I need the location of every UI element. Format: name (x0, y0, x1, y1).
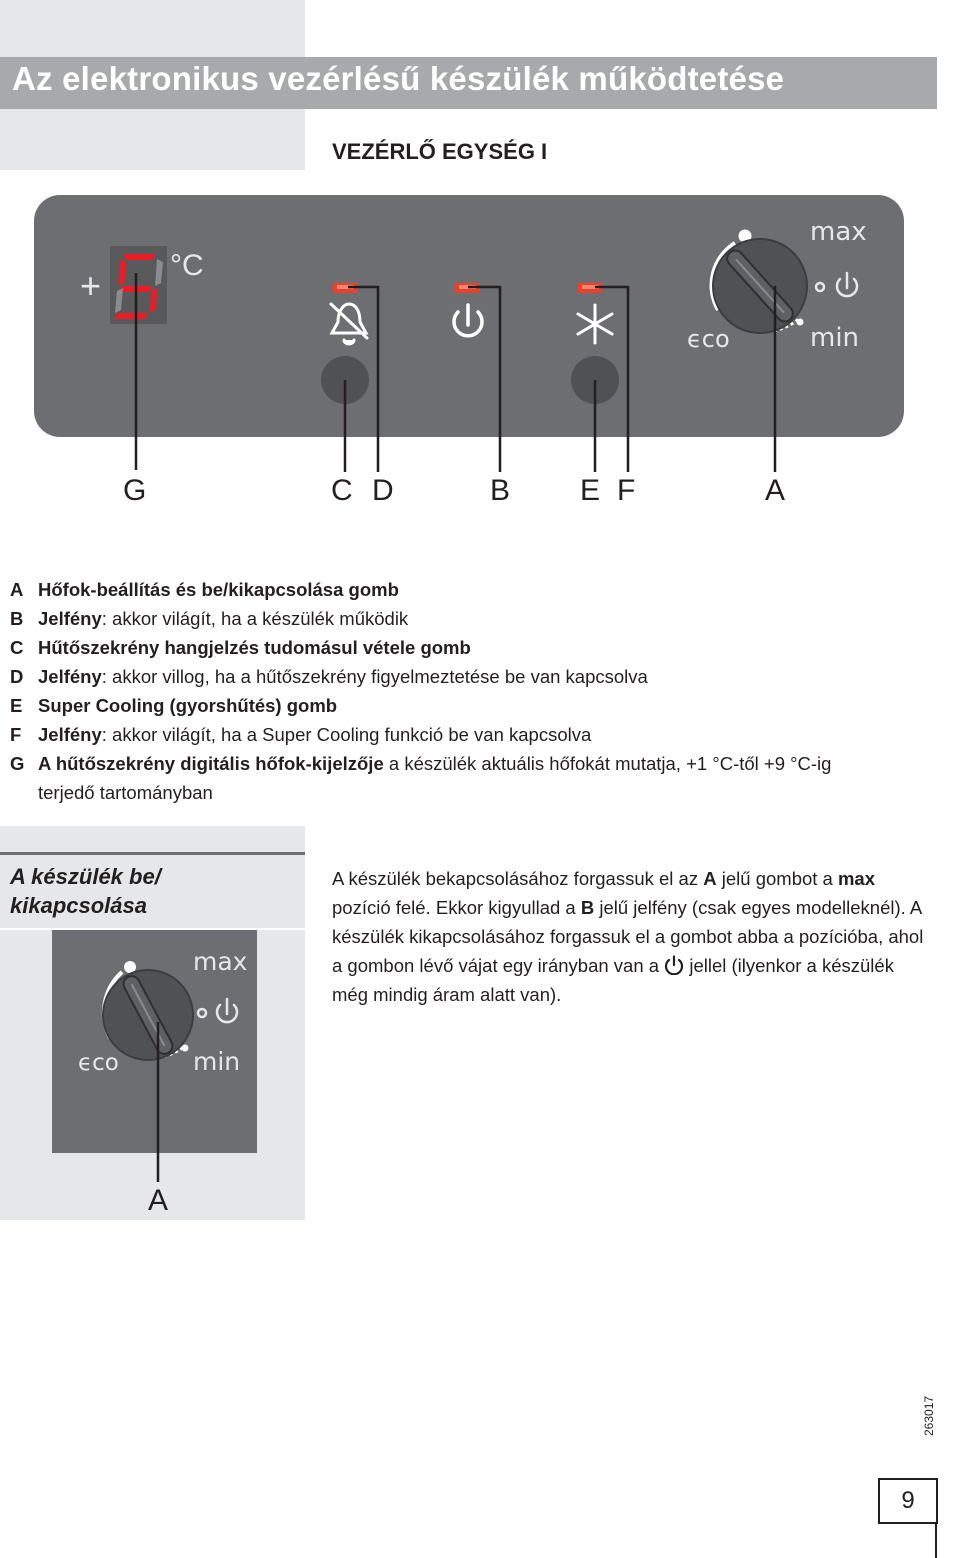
knob-detail-callout-a: A (148, 1184, 169, 1217)
legend-item: D Jelfény: akkor villog, ha a hűtőszekrény figyelmeztetése be van kapcsolva (10, 666, 648, 687)
knob-eco-label: ϵco (687, 325, 730, 353)
knob-detail-off-dot (198, 1009, 206, 1017)
section-heading: A készülék be/ kikapcsolása (10, 864, 161, 918)
callout-g: G (123, 474, 147, 507)
knob-min-label: min (810, 323, 860, 353)
knob-detail-min-label: min (193, 1047, 241, 1076)
legend-item: A Hőfok-beállítás és be/kikapcsolása gomb (10, 579, 399, 600)
callout-f: F (617, 474, 636, 507)
knob-detail-max-label: max (193, 947, 248, 976)
callout-e: E (580, 474, 601, 507)
callout-a: A (765, 474, 786, 507)
section-body: A készülék bekapcsolásához forgassuk el az A jelű gombot a max pozíció felé. Ekkor kigyullad a B jelű jelfény (csak egyes modelleknél). A készülék kikapcsolásához forgassuk el a gombot abba a pozícióba, ahol a gombon lévő vájat egy irányban van a jellel (ilyenkor a készülék még mindig áram alatt van). (332, 868, 924, 1005)
knob-detail-eco-label: ϵco (78, 1050, 119, 1076)
knob-max-label: max (810, 217, 867, 247)
knob-detail (103, 961, 193, 1060)
legend-item: F Jelfény: akkor világít, ha a Super Cooling funkció be van kapcsolva (10, 724, 592, 745)
page-subtitle: VEZÉRLŐ EGYSÉG I (332, 139, 548, 164)
plus-label: + (80, 265, 102, 306)
legend-item-continuation: terjedő tartományban (38, 782, 213, 803)
callout-d: D (372, 474, 394, 507)
legend-item: E Super Cooling (gyorshűtés) gomb (10, 695, 338, 716)
document-code: 263017 (922, 1395, 936, 1436)
legend-item: C Hűtőszekrény hangjelzés tudomásul vétele gomb (10, 637, 471, 658)
page-number: 9 (878, 1478, 938, 1524)
knob-detail-power-icon (217, 999, 237, 1022)
callout-c: C (331, 474, 353, 507)
unit-label: °C (170, 249, 204, 282)
legend-item: B Jelfény: akkor világít, ha a készülék működik (10, 608, 409, 629)
page-title: Az elektronikus vezérlésű készülék működtetése (12, 60, 785, 97)
callout-b: B (490, 474, 511, 507)
legend-item: G A hűtőszekrény digitális hőfok-kijelzője a készülék aktuális hőfokát mutatja, +1 °C-től +9 °C-ig (10, 753, 832, 774)
